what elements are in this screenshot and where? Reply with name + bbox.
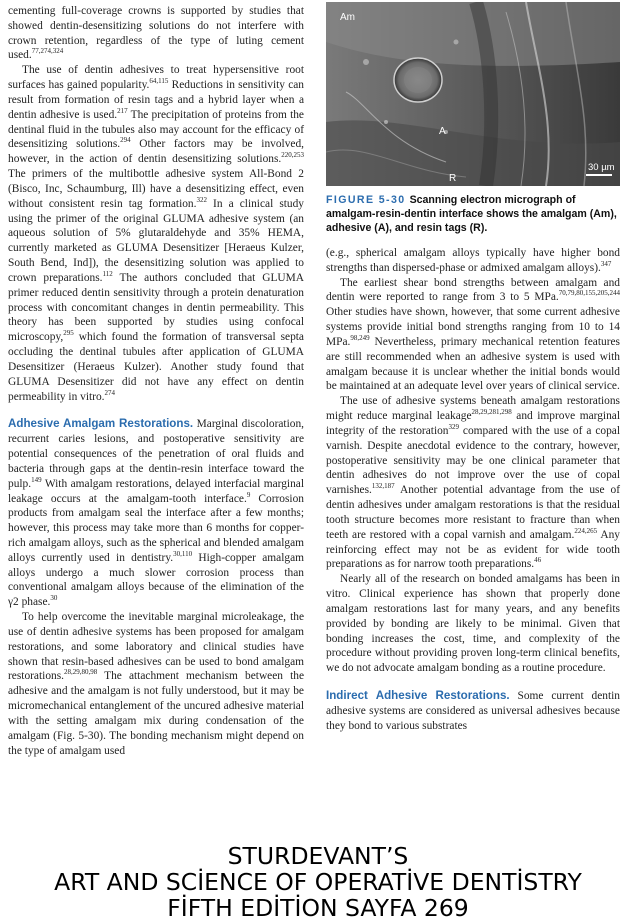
section-heading: Indirect Adhesive Restorations. <box>326 689 510 703</box>
paragraph: Adhesive Amalgam Restorations. Marginal discoloration, recurrent caries lesions, and postoperative sensitivity are potential consequences of the penetration of oral fluids and bacteria through gaps at the dentin-resin interface toward the pulp.$^{149}$ With amalgam restorations, delayed interfacial marginal leakage occurs at the amalgam-tooth interface.$^9$ Corrosion products from amalgam seal the interface after a few months; however, this process may take more than 6 months for copper-rich amalgam alloys, such as the spherical and blended amalgam alloys currently used in dentistry.$^{30,110}$ High-copper amalgam alloys undergo a much slower corrosion process than conventional amalgam alloys because of the elimination of the γ2 phase.$^{30}$ <box>8 417 305 609</box>
citation: 132,187 <box>371 482 395 491</box>
citation: 30 <box>50 594 58 603</box>
label-resin-tags: R <box>449 173 457 184</box>
left-text-column <box>8 4 304 758</box>
citation: 217 <box>117 107 128 115</box>
citation: 322 <box>196 195 207 204</box>
citation: 64,115 <box>149 77 169 86</box>
figure-number: FIGURE 5-30 <box>326 194 406 206</box>
label-amalgam: Am <box>340 12 355 23</box>
citation: 28,29,281,298 <box>471 408 512 417</box>
citation: 98,249 <box>350 334 370 343</box>
citation: 224,265 <box>574 526 598 535</box>
footer-line-2: ART AND SCİENCE OF OPERATİVE DENTİSTRY <box>54 868 582 896</box>
paragraph: To help overcome the inevitable marginal microleakage, the use of dentin adhesive systems has been proposed for amalgam restorations, and some laboratory and clinical studies have shown that resin-based adhesives can be used to bond amalgam restorations.$^{28,29,80,98}$ The attachment mechanism between the adhesive and the amalgam is not fully understood, but it may be micromechanical entanglement of the uncured adhesive material with the setting amalgam mix during condensation of the amalgam (Fig. 5-30). The bonding mechanism might depend on the type of amalgam used <box>8 611 304 757</box>
citation: 9 <box>246 490 251 499</box>
citation: 294 <box>120 136 131 145</box>
citation: 30,110 <box>173 550 193 559</box>
paragraph: (e.g., spherical amalgam alloys typically have higher bond strengths than dispersed-phase or admixed amalgam alloys).$^{347}$ <box>326 247 620 274</box>
caption-text: Scanning electron micrograph of amalgam-resin-dentin interface shows the amalgam (Am), adhesive (A), and resin tags (R). <box>326 194 617 234</box>
paragraph: Nearly all of the research on bonded amalgams has been in vitro. Clinical experience has shown that properly done amalgam restorations last for many years, and any benefits provided by bonding are likely to be minimal. Given that bonding increases the cost, time, and complexity of the procedure without providing proven long-term clinical benefits, we do not advocate amalgam bonding as a routine procedure. <box>326 573 620 675</box>
citation: 220,253 <box>281 151 304 160</box>
citation: 149 <box>31 475 42 484</box>
citation: 28,29,80,98 <box>64 668 98 677</box>
right-text-column <box>326 246 620 734</box>
footer-line-1: STURDEVANT’S <box>227 842 409 870</box>
citation: 112 <box>102 270 113 279</box>
paragraph: The use of dentin adhesives to treat hypersensitive root surfaces has gained popularity.$^{64,115}$ Reductions in sensitivity can result from formation of resin tags and a hybrid layer when a dentin adhesive is used.$^{217}$ The precipitation of proteins from the dentinal fluid in the tubules also may account for the efficacy of desensitizing solutions.$^{294}$ Other factors may be involved, however, in the action of dentin desensitizing solutions.$^{220,253}$ The primers of the multibottle adhesive system All-Bond 2 (Bisco, Inc, Schaumburg, Ill) have a desensitizing effect, even without consistent resin tag formation.$^{322}$ In a clinical study using the primer of the original GLUMA adhesive system (an aqueous solution of 5% glutaraldehyde and 35% HEMA, currently marketed as GLUMA Desensitizer [Heraeus Kulzer, South Bend, Ind]), the desensitizing solution was applied to crown preparations.$^{112}$ The authors concluded that GLUMA primer reduced dentin sensitivity through a protein denaturation process with concomitant changes in dentin permeability. This theory has been supported by studies using confocal microscopy,$^{295}$ which found the formation of transversal septa occluding the dentinal tubules after application of GLUMA Desensitizer (Heraeus Kulzer). Another study found that GLUMA Desensitizer did not have any effect on dentin permeability in vitro.$^{274}$ <box>8 64 304 403</box>
micrograph-image <box>326 2 620 186</box>
citation: 274 <box>104 388 115 397</box>
label-adhesive: A <box>439 126 446 137</box>
paragraph: The earliest shear bond strengths between amalgam and dentin were reported to range from 3 to 5 MPa.$^{70,79,80,155,205,244}$ Other studies have shown, however, that some current adhesive systems provide initial bond strengths ranging from 10 to 14 MPa.$^{98,249}$ Nevertheless, primary mechanical retention features are still recommended when an adhesive system is used with amalgam because it is unclear whether the initial bonds would be maintained at an adequate level over years of clinical service. <box>326 276 620 393</box>
citation: 70,79,80,155,205,244 <box>558 289 620 298</box>
footer-line-3: FİFTH EDİTİON SAYFA 269 <box>167 894 469 922</box>
citation: 295 <box>63 329 74 338</box>
citation: 46 <box>534 556 542 565</box>
paragraph: Indirect Adhesive Restorations. Some current dentin adhesive systems are considered as universal adhesives because they bond to various substrates <box>326 689 620 732</box>
citation: 329 <box>448 423 459 432</box>
figure-caption <box>326 194 622 236</box>
paragraph: cementing full-coverage crowns is supported by studies that showed dentin-desensitizing solutions do not interfere with crown retention, regardless of the type of luting cement used.$^{77,274,324}$ <box>8 5 304 62</box>
citation: 77,274,324 <box>31 47 64 56</box>
section-heading: Adhesive Amalgam Restorations. <box>8 417 194 431</box>
citation: 347 <box>600 260 612 269</box>
sem-micrograph <box>326 2 620 186</box>
paragraph: The use of adhesive systems beneath amalgam restorations might reduce marginal leakage$^{28,29,281,298}$ and improve marginal integrity of the restoration$^{329}$ compared with the use of a copal varnish. Despite anecdotal evidence to the contrary, however, postoperative sensitivity may be one clinical parameter that dentin adhesives do not improve over the use of copal varnishes.$^{132,187}$ Another potential advantage from the use of dentin adhesives under amalgam restorations is that the residual tooth structure becomes more resistant to fracture than when teeth are restored with a copal varnish and amalgam.$^{224,265}$ Any reinforcing effect may not be as evident for wide tooth preparations as for narrow tooth preparations.$^{46}$ <box>326 395 621 571</box>
scale-bar-label: 30 µm <box>588 162 615 173</box>
